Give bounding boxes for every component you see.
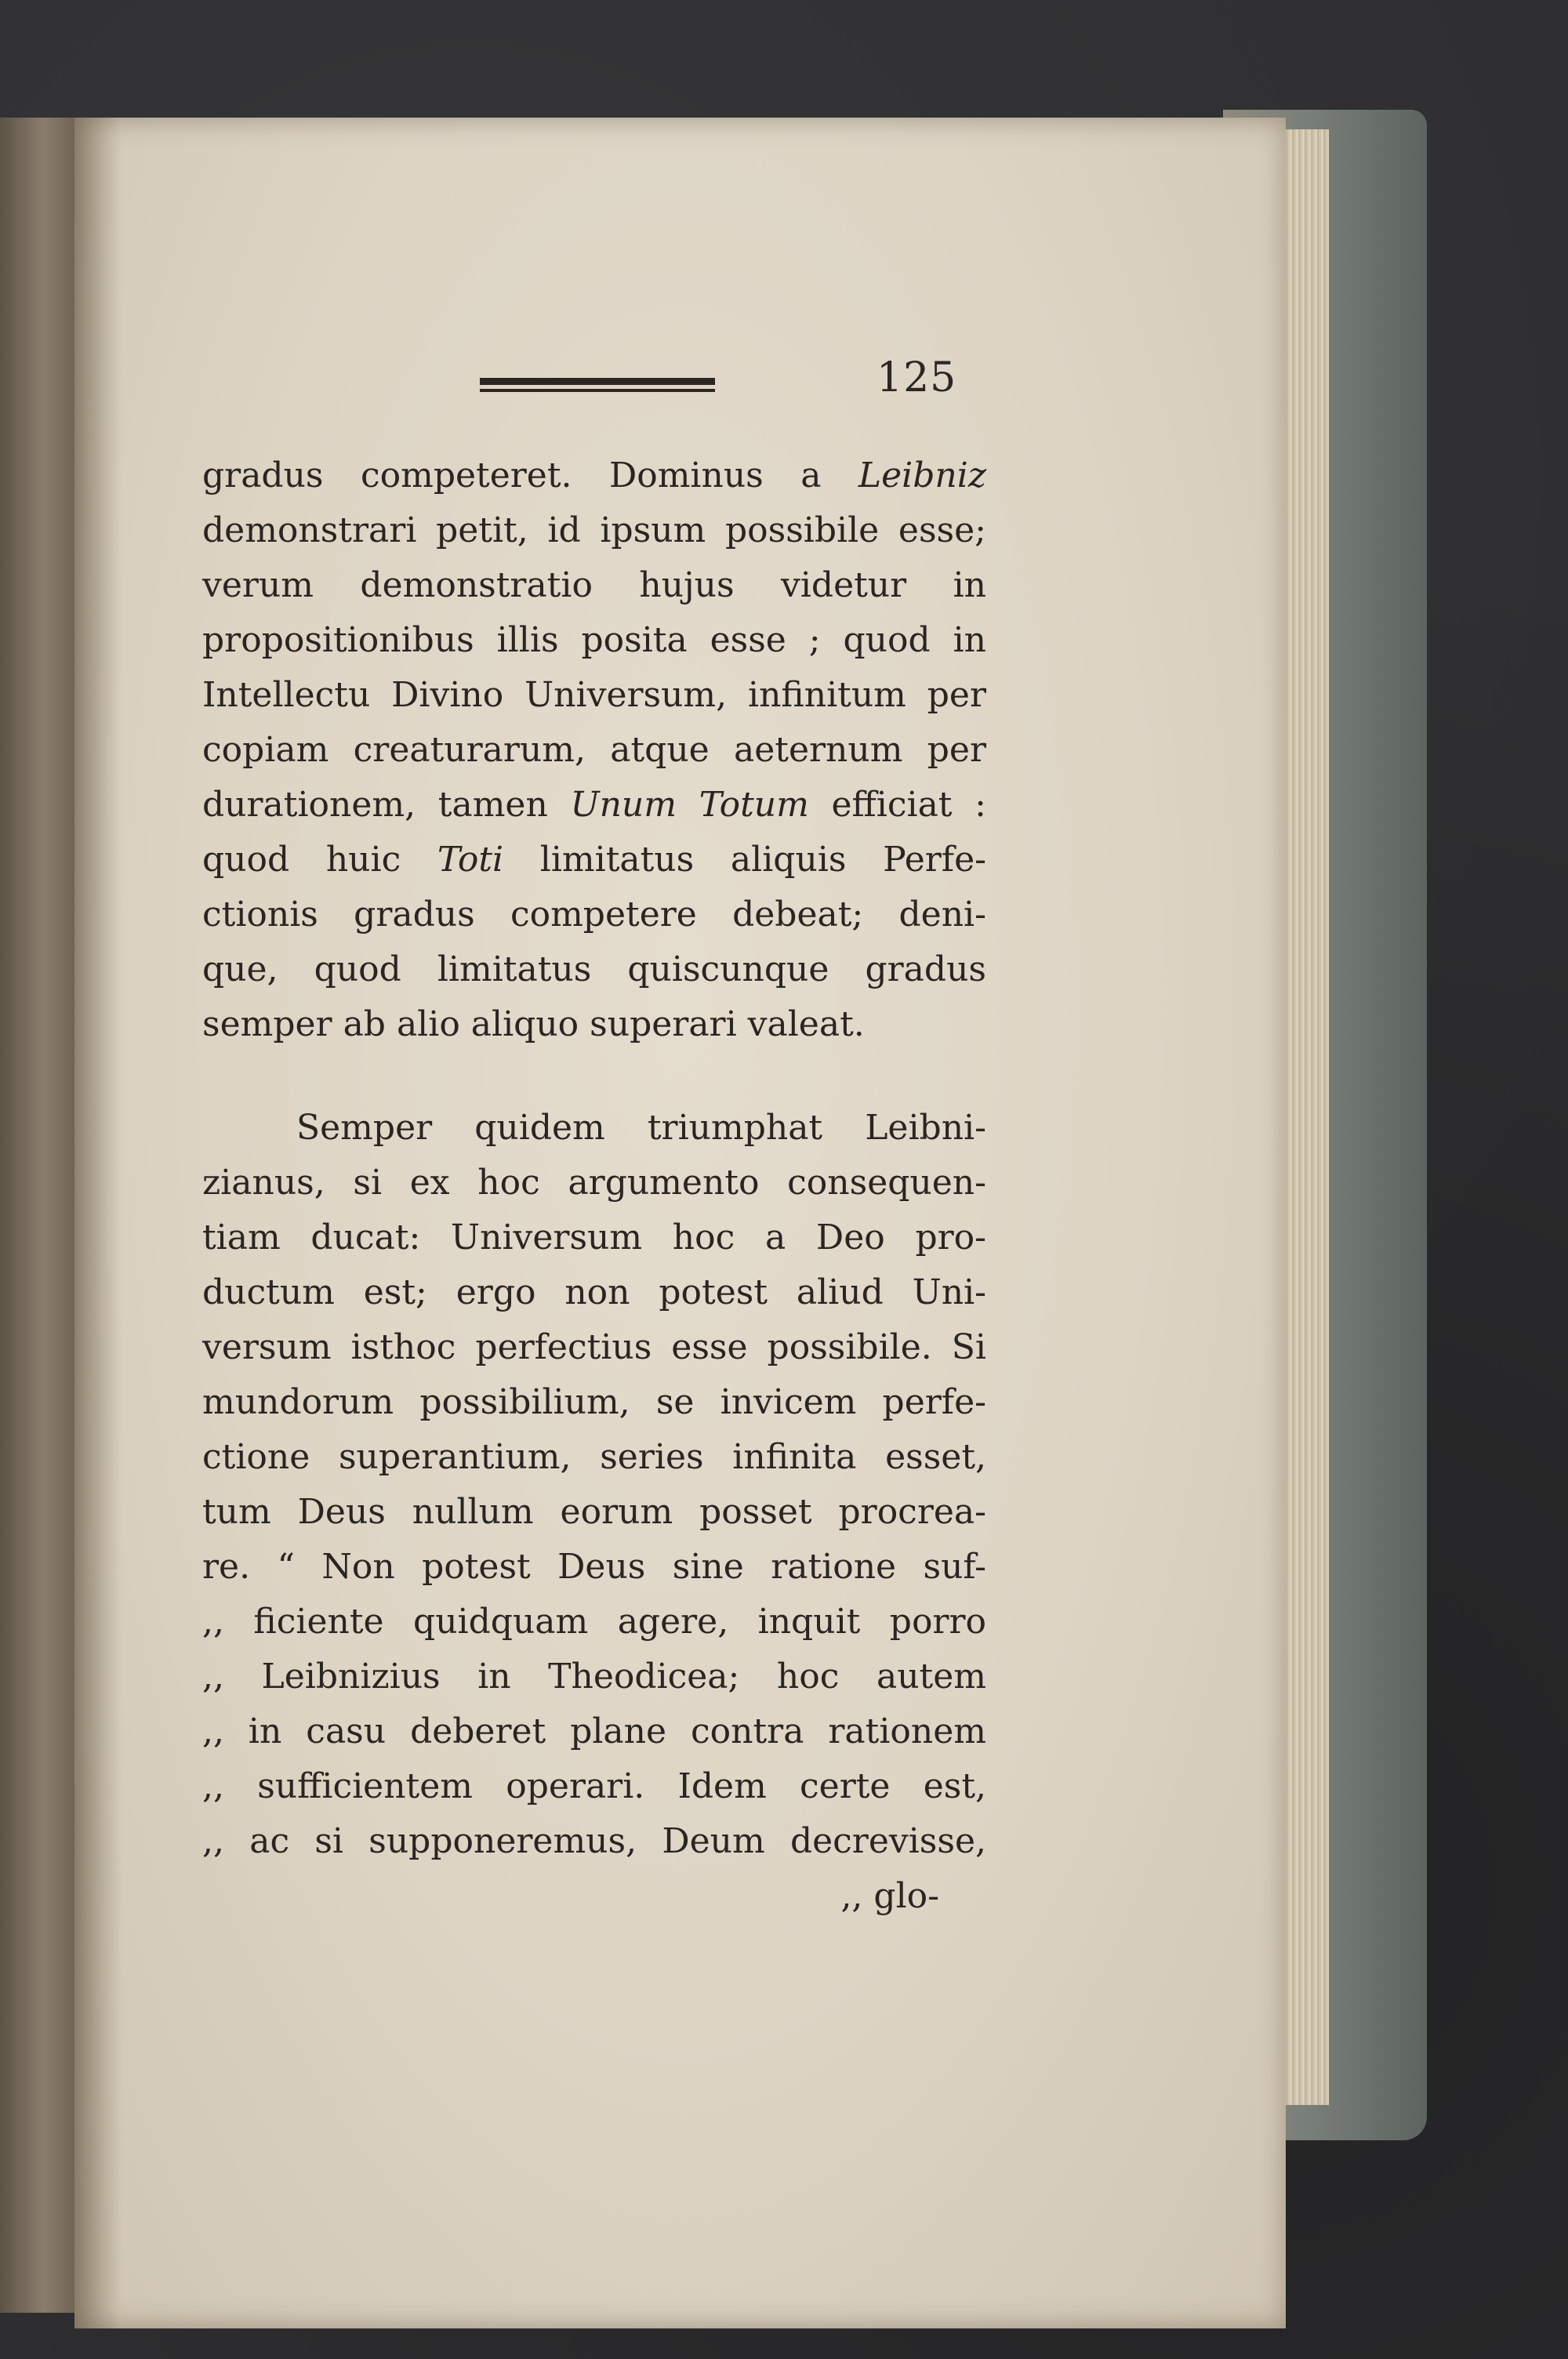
catchword: ,, glo-: [840, 1876, 939, 1916]
text-line: Semper quidem triumphat Leibni-: [296, 1108, 986, 1148]
text-line: propositionibus illis posita esse ; quod in: [202, 620, 986, 660]
text-line: ,, ac si supponeremus, Deum decrevisse,: [202, 1821, 986, 1861]
text-line: durationem, tamen Unum Totum efficiat :: [202, 785, 986, 825]
gutter-shadow: [74, 118, 122, 2328]
body-text: [202, 448, 986, 1924]
paragraph-2: [202, 1101, 986, 1869]
text-line: ,, ficiente quidquam agere, inquit porro: [202, 1602, 986, 1642]
text-line: ctione superantium, series infinita esset,: [202, 1437, 986, 1477]
text-line: tiam ducat: Universum hoc a Deo pro-: [202, 1218, 986, 1258]
text-line: quod huic Toti limitatus aliquis Perfe-: [202, 840, 986, 880]
text-line: copiam creaturarum, atque aeternum per: [202, 730, 986, 770]
text-line: mundorum possibilium, se invicem perfe-: [202, 1382, 986, 1422]
text-line: Intellectu Divino Universum, infinitum per: [202, 675, 986, 715]
text-line: ctionis gradus competere debeat; deni-: [202, 895, 986, 935]
text-line: que, quod limitatus quiscunque gradus: [202, 949, 986, 989]
text-line: versum isthoc perfectius esse possibile. Si: [202, 1327, 986, 1367]
text-line: ,, Leibnizius in Theodicea; hoc autem: [202, 1657, 986, 1697]
text-line: tum Deus nullum eorum posset procrea-: [202, 1492, 986, 1532]
text-line: gradus competeret. Dominus a Leibniz: [202, 455, 986, 495]
text-line: semper ab alio aliquo superari valeat.: [202, 1004, 865, 1044]
text-line: demonstrari petit, id ipsum possibile esse;: [202, 510, 986, 550]
text-line: re. “ Non potest Deus sine ratione suf-: [202, 1547, 986, 1587]
header-rule: [480, 378, 715, 395]
text-line: zianus, si ex hoc argumento consequen-: [202, 1163, 986, 1203]
text-line: ductum est; ergo non potest aliud Uni-: [202, 1272, 986, 1312]
text-line: ,, sufficientem operari. Idem certe est,: [202, 1766, 986, 1806]
text-line: verum demonstratio hujus videtur in: [202, 565, 986, 605]
facing-page-edge: [0, 118, 78, 2313]
paragraph-1: [202, 448, 986, 1052]
page-number: 125: [877, 354, 957, 401]
text-line: ,, in casu deberet plane contra rationem: [202, 1711, 986, 1751]
